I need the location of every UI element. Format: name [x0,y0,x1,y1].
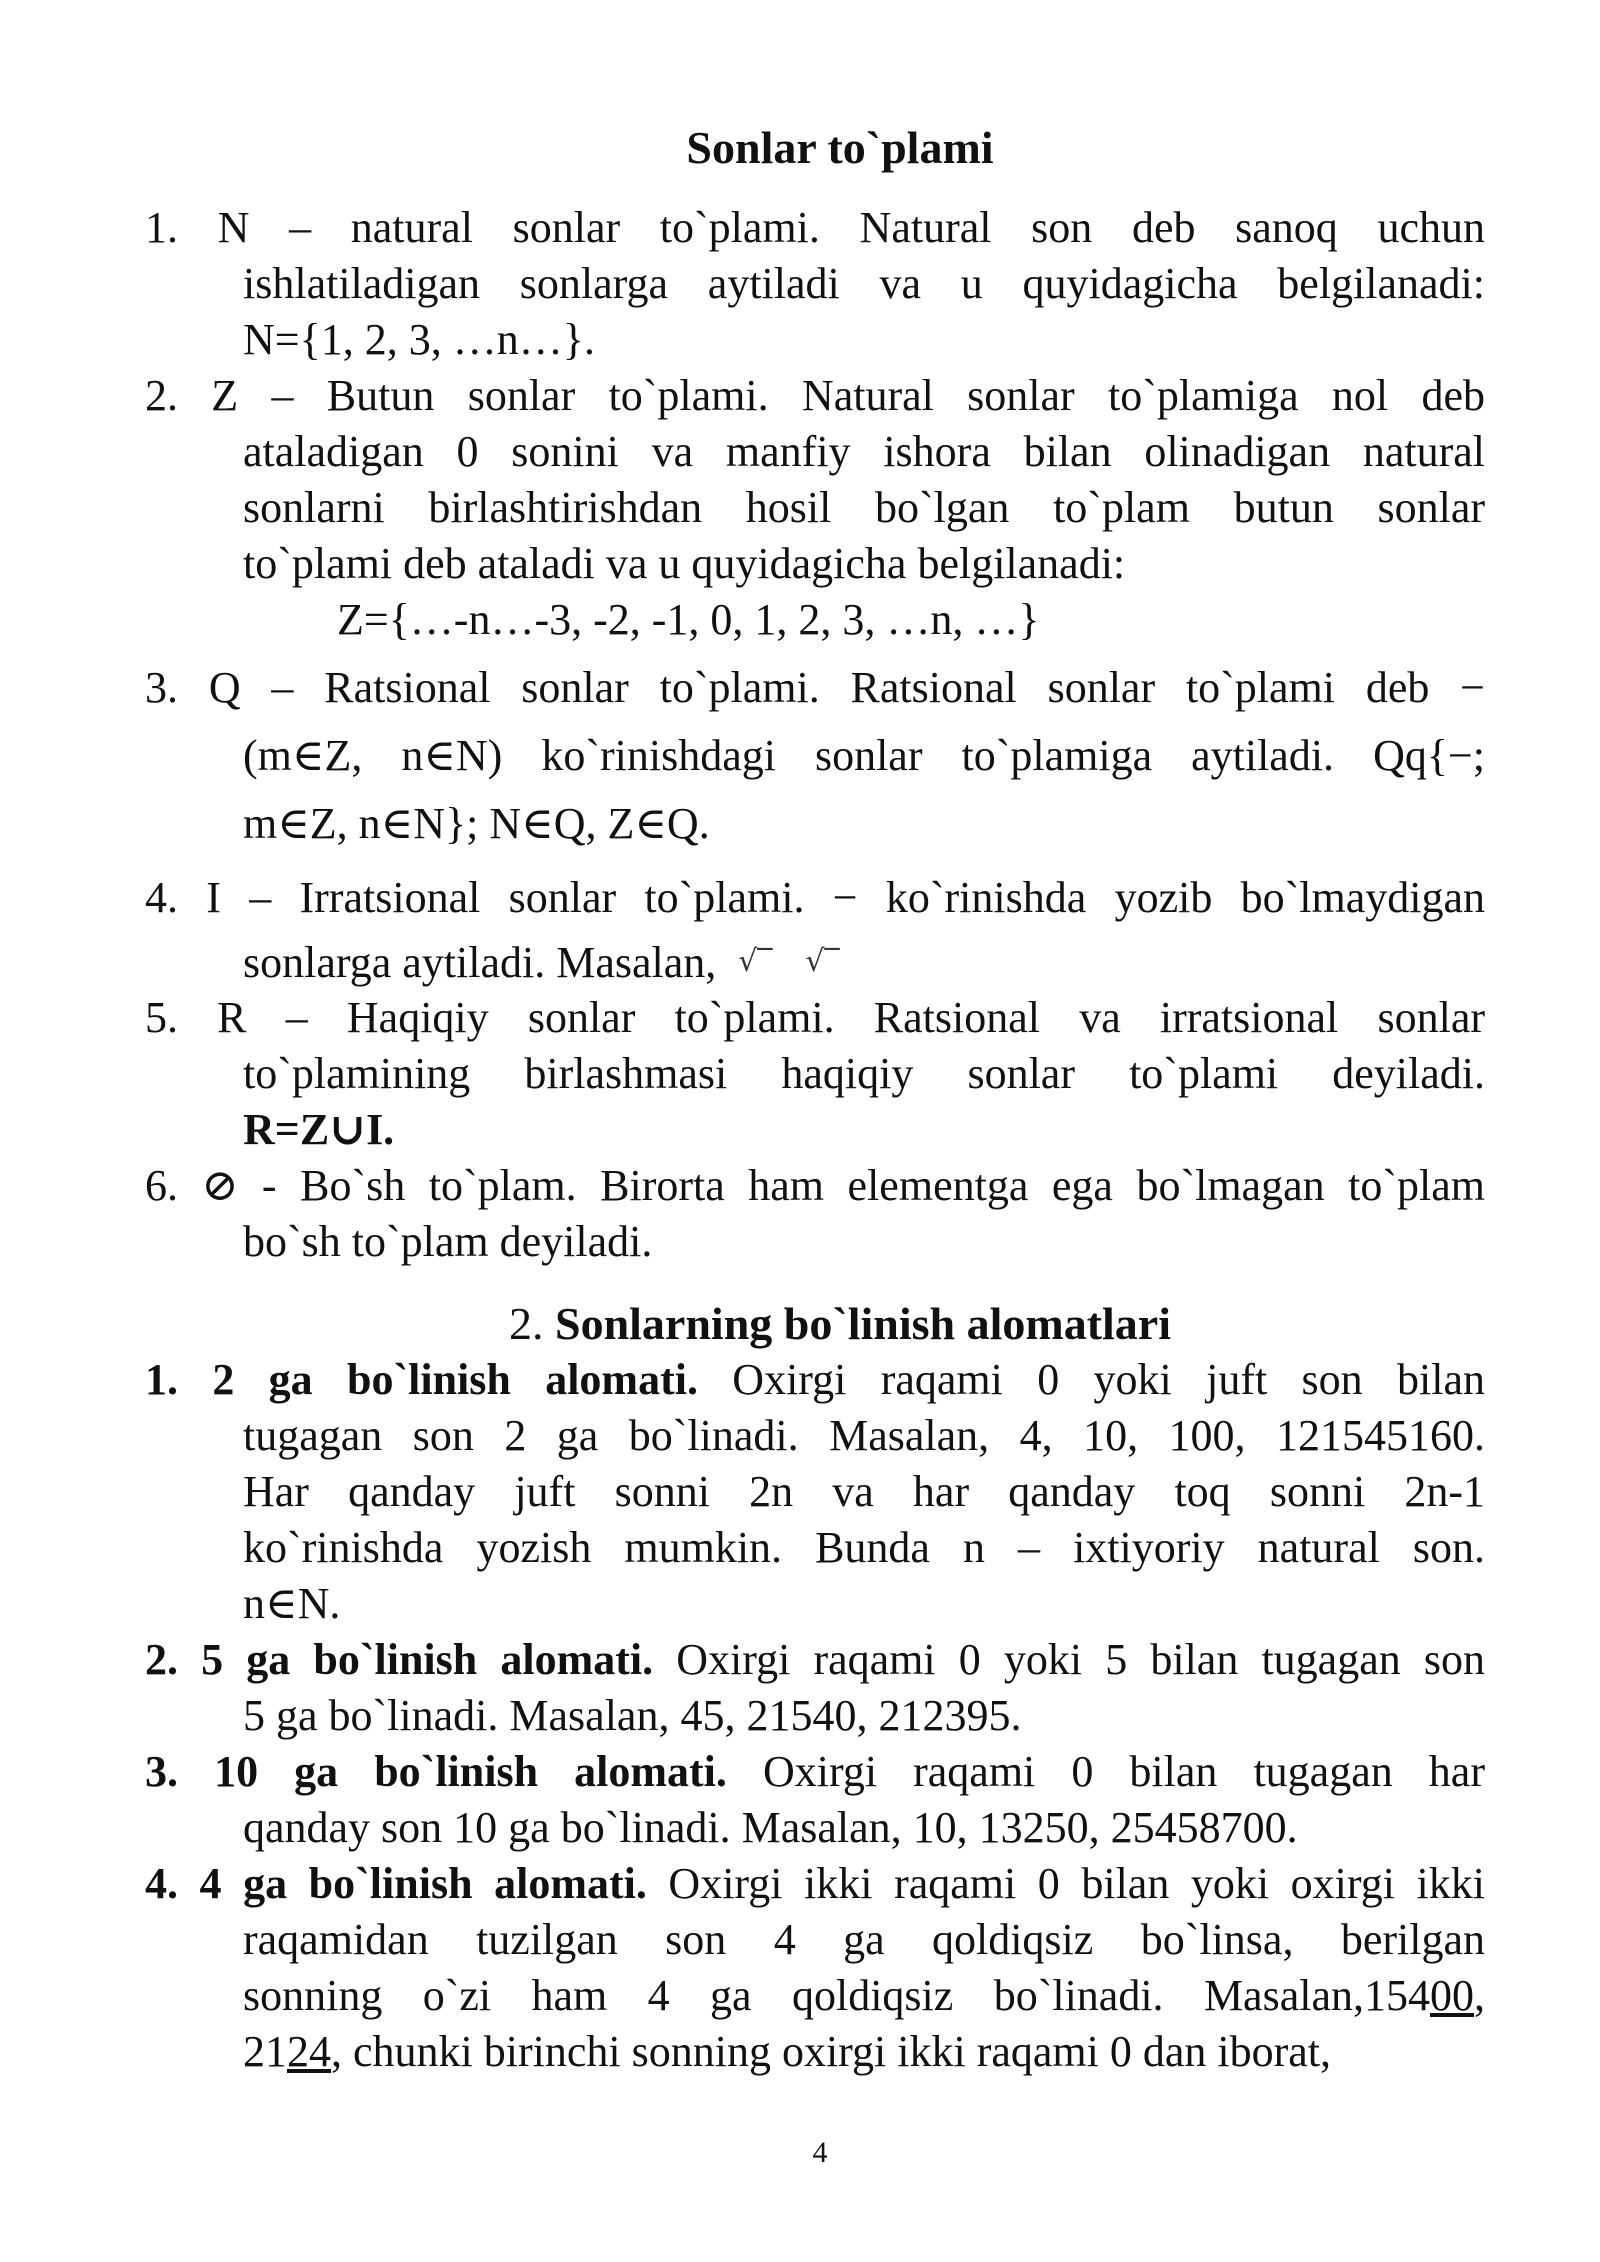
text-line [145,2024,1485,2080]
rule-item-10 [145,1744,1485,1856]
text-line: ishlatiladigan sonlarga aytiladi va u quyidagicha belgilanadi: [243,259,1485,308]
rule-item-2 [145,1352,1485,1632]
rule-label: 1. 2 ga bo`linish alomati. [145,1355,698,1404]
text-line: m∈Z, n∈N}; N∈Q, Z∈Q. [243,799,710,848]
text-fragment: Oxirgi raqami 0 bilan tugagan har [726,1747,1485,1796]
text-line: to`plamining birlashmasi haqiqiy sonlar to`plami deyiladi. [243,1049,1485,1098]
rule-label: 4. 4 ga bo`linish alomati. [145,1859,647,1908]
text-line: qanday son 10 ga bo`linadi. Masalan, 10, 13250, 25458700. [243,1803,1298,1852]
set-item-integer [145,368,1485,648]
section-number: 2. [508,1298,544,1349]
formula-line: R=Z∪I. [243,1105,395,1154]
text-line [145,1632,1485,1688]
text-line [145,1352,1485,1408]
text-line: sonlarni birlashtirishdan hosil bo`lgan to`plam butun sonlar [243,483,1485,532]
rule-label: 3. 10 ga bo`linish alomati. [145,1747,727,1796]
rule-item-4 [145,1856,1485,2080]
rule-item-5 [145,1632,1485,1744]
page-number: 4 [812,2136,828,2169]
formula-line: Z={…-n…-3, -2, -1, 0, 1, 2, 3, …n, …} [337,595,1040,644]
text-line: 5 ga bo`linadi. Masalan, 45, 21540, 212395. [243,1691,1022,1740]
text-line: 2. Z – Butun sonlar to`plami. Natural sonlar to`plamiga nol deb [145,371,1485,420]
text-line: (m∈Z, n∈N) ko`rinishdagi sonlar to`plamiga aytiladi. Qq{−; [243,731,1485,780]
text-line: 1. N – natural sonlar to`plami. Natural son deb sanoq uchun [145,203,1485,252]
page-title: Sonlar to`plami [686,122,994,173]
text-line [145,934,1485,991]
text-fragment: Oxirgi ikki raqami 0 bilan yoki oxirgi ikki [646,1859,1485,1908]
text-line: bo`sh to`plam deyiladi. [243,1217,653,1266]
section-title: Sonlarning bo`linish alomatlari [554,1298,1171,1349]
text-fragment: Oxirgi raqami 0 yoki 5 bilan tugagan son [653,1635,1485,1684]
text-line: Har qanday juft sonni 2n va har qanday toq sonni 2n-1 [243,1467,1485,1516]
text-fragment: , chunki birinchi sonning oxirgi ikki raqami 0 dan iborat, [331,2027,1332,2076]
text-fragment: , [1474,1971,1485,2020]
section-heading [0,1296,1600,1352]
text-line: ko`rinishda yozish mumkin. Bunda n – ixtiyoriy natural son. [243,1523,1485,1572]
text-line: to`plami deb ataladi va u quyidagicha belgilanadi: [243,539,1126,588]
sqrt-symbol: √‾ [805,944,840,979]
underlined-digits: 00 [1430,1971,1474,2020]
text-line: 3. Q – Ratsional sonlar to`plami. Ratsional sonlar to`plami deb − [145,663,1485,712]
text-line [145,1968,1485,2024]
text-line: N={1, 2, 3, …n…}. [243,315,595,364]
text-line: n∈N. [243,1579,341,1628]
text-line: tugagan son 2 ga bo`linadi. Masalan, 4, 10, 100, 121545160. [243,1411,1485,1460]
set-item-real [145,990,1485,1158]
text-line: 6. ⊘ - Bo`sh to`plam. Birorta ham elementga ega bo`lmagan to`plam [145,1161,1485,1210]
text-line: 5. R – Haqiqiy sonlar to`plami. Ratsional va irratsional sonlar [145,993,1485,1042]
text-fragment: sonlarga aytiladi. Masalan, [243,938,717,987]
rule-label: 2. 5 ga bo`linish alomati. [145,1635,654,1684]
set-item-rational [145,660,1485,852]
sqrt-symbol: √‾ [738,944,773,979]
set-item-irrational [145,870,1485,991]
underlined-digits: 24 [287,2027,331,2076]
set-item-natural [145,200,1485,368]
text-line [145,1856,1485,1912]
text-line: 4. I – Irratsional sonlar to`plami. − ko`rinishda yozib bo`lmaydigan [145,873,1485,922]
text-line [145,1744,1485,1800]
text-line: ataladigan 0 sonini va manfiy ishora bilan olinadigan natural [243,427,1485,476]
text-fragment: Oxirgi raqami 0 yoki juft son bilan [697,1355,1485,1404]
set-item-empty [145,1158,1485,1270]
text-line: raqamidan tuzilgan son 4 ga qoldiqsiz bo`linsa, berilgan [243,1915,1485,1964]
text-fragment: sonning o`zi ham 4 ga qoldiqsiz bo`linadi. Masalan,154 [243,1971,1430,2020]
text-fragment: 21 [243,2027,287,2076]
